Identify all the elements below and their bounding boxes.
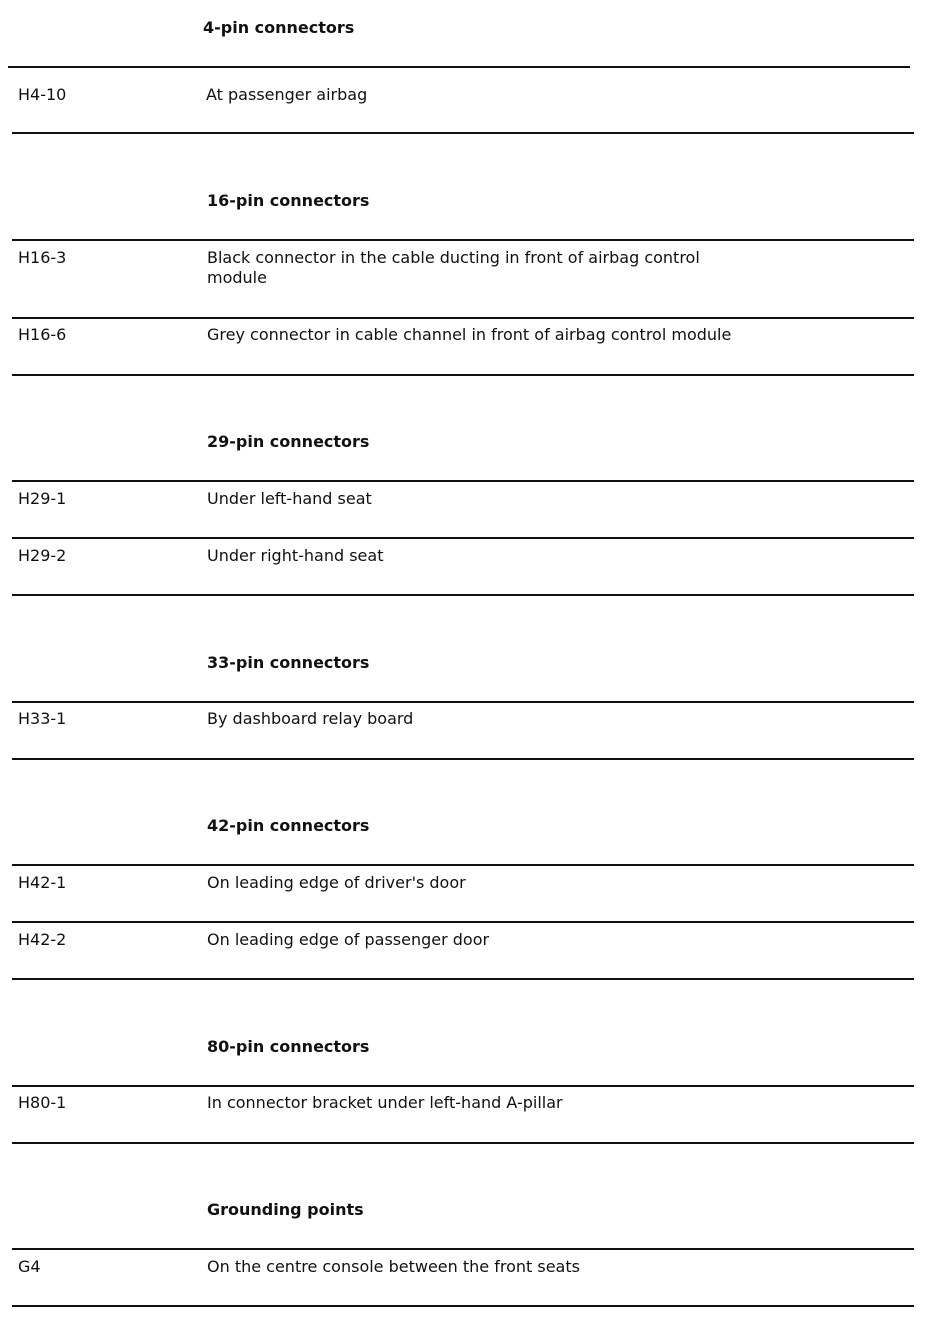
table-rule bbox=[12, 758, 914, 760]
table-rule bbox=[12, 374, 914, 376]
connector-location: By dashboard relay board bbox=[207, 709, 414, 728]
section-heading-4-pin: 4-pin connectors bbox=[203, 18, 355, 37]
connector-location: Under left-hand seat bbox=[207, 489, 372, 508]
connector-location: In connector bracket under left-hand A-pillar bbox=[207, 1093, 563, 1112]
table-rule bbox=[12, 978, 914, 980]
connector-code: H29-1 bbox=[18, 489, 67, 508]
table-rule bbox=[12, 864, 914, 866]
table-rule bbox=[12, 132, 914, 134]
table-rule bbox=[12, 921, 914, 923]
connector-code: H33-1 bbox=[18, 709, 67, 728]
section-heading-29-pin: 29-pin connectors bbox=[207, 432, 370, 451]
connector-location: On leading edge of driver's door bbox=[207, 873, 466, 892]
connector-code: H29-2 bbox=[18, 546, 67, 565]
table-rule bbox=[12, 1305, 914, 1307]
table-rule bbox=[12, 1248, 914, 1250]
connector-location: At passenger airbag bbox=[206, 85, 368, 104]
table-rule bbox=[8, 66, 910, 68]
section-heading-33-pin: 33-pin connectors bbox=[207, 653, 370, 672]
table-rule bbox=[12, 239, 914, 241]
section-heading-80-pin: 80-pin connectors bbox=[207, 1037, 370, 1056]
connector-location: On the centre console between the front seats bbox=[207, 1257, 580, 1276]
section-heading-42-pin: 42-pin connectors bbox=[207, 816, 370, 835]
table-rule bbox=[12, 537, 914, 539]
table-rule bbox=[12, 701, 914, 703]
connector-code: G4 bbox=[18, 1257, 41, 1276]
connector-code: H42-1 bbox=[18, 873, 67, 892]
table-rule bbox=[12, 1085, 914, 1087]
section-heading-grounding: Grounding points bbox=[207, 1200, 364, 1219]
table-rule bbox=[12, 480, 914, 482]
connector-code: H16-6 bbox=[18, 325, 67, 344]
connector-code: H4-10 bbox=[18, 85, 67, 104]
connector-code: H42-2 bbox=[18, 930, 67, 949]
connector-location: Grey connector in cable channel in front of airbag control module bbox=[207, 325, 732, 344]
connector-code: H80-1 bbox=[18, 1093, 67, 1112]
connector-location: Black connector in the cable ducting in front of airbag control module bbox=[207, 248, 700, 287]
section-heading-16-pin: 16-pin connectors bbox=[207, 191, 370, 210]
connector-location: On leading edge of passenger door bbox=[207, 930, 490, 949]
connector-location: Under right-hand seat bbox=[207, 546, 384, 565]
table-rule bbox=[12, 317, 914, 319]
connector-code: H16-3 bbox=[18, 248, 67, 267]
table-rule bbox=[12, 1142, 914, 1144]
table-rule bbox=[12, 594, 914, 596]
